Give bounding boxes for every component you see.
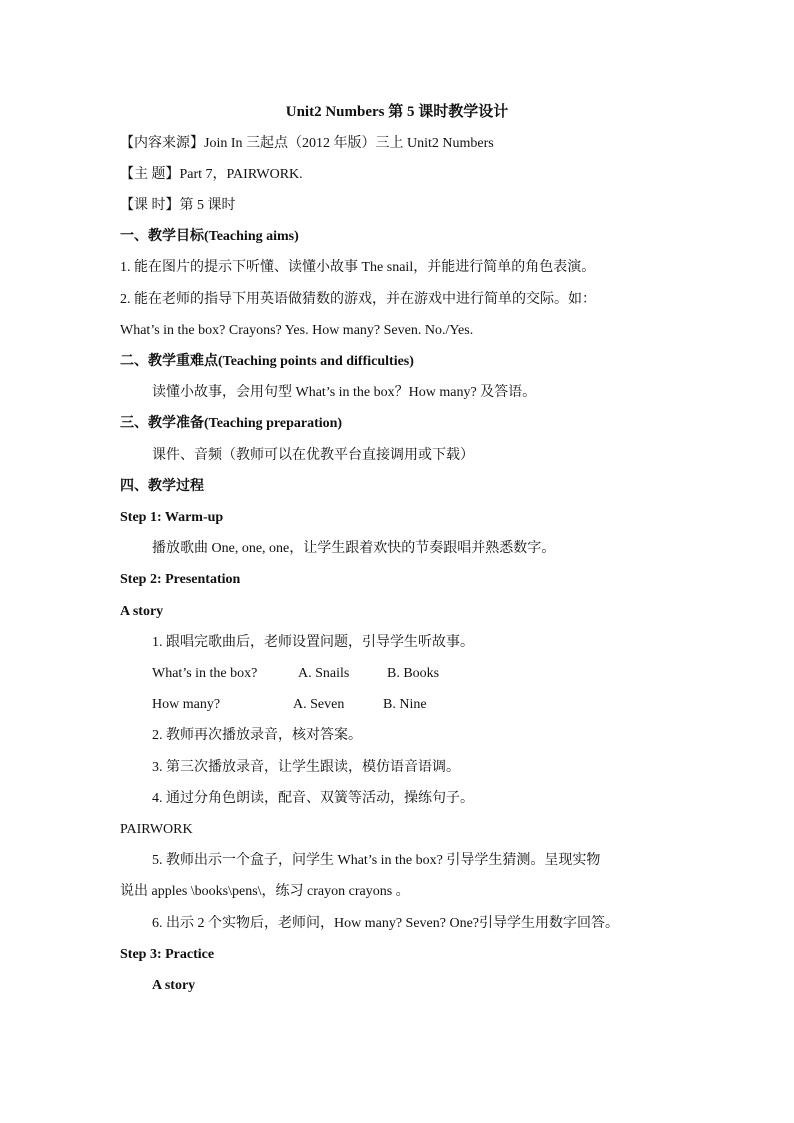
step2-subheading: A story (120, 604, 164, 619)
step2-item-6: 6. 出示 2 个实物后，老师问，How many? Seven? One?引导学生用数字回答。 (152, 916, 620, 931)
question-1-text: What’s in the box? (152, 666, 258, 681)
question-2-option-a: A. Seven (293, 697, 345, 712)
step2-item-2: 2. 教师再次播放录音，核对答案。 (152, 728, 362, 743)
question-1-option-a: A. Snails (298, 666, 350, 681)
meta-period: 【课 时】第 5 课时 (120, 198, 236, 213)
step2-item-5-line-2: 说出 apples \books\pens\，练习 crayon crayons 。 (120, 884, 410, 899)
step1-heading: Step 1: Warm-up (120, 510, 224, 525)
question-1-option-b: B. Books (387, 666, 440, 681)
aims-line-1: 1. 能在图片的提示下听懂、读懂小故事 The snail，并能进行简单的角色表演。 (120, 260, 596, 275)
page-title: Unit2 Numbers 第 5 课时教学设计 (285, 104, 509, 120)
step3-heading: Step 3: Practice (120, 947, 215, 962)
aims-line-3: What’s in the box? Crayons? Yes. How many? Seven. No./Yes. (120, 323, 474, 338)
meta-topic: 【主 题】Part 7，PAIRWORK. (120, 167, 303, 182)
step2-item-5-line-1: 5. 教师出示一个盒子，问学生 What’s in the box? 引导学生猜测。呈现实物 (152, 853, 601, 868)
question-2-text: How many? (152, 697, 221, 712)
points-line-1: 读懂小故事，会用句型 What’s in the box？How many? 及答语。 (152, 385, 537, 400)
section-heading-aims: 一、教学目标(Teaching aims) (120, 229, 299, 244)
preparation-line-1: 课件、音频（教师可以在优教平台直接调用或下载） (152, 448, 474, 463)
step2-heading: Step 2: Presentation (120, 572, 241, 587)
aims-line-2: 2. 能在老师的指导下用英语做猜数的游戏，并在游戏中进行简单的交际。如： (120, 292, 596, 307)
step1-line-1: 播放歌曲 One, one, one，让学生跟着欢快的节奏跟唱并熟悉数字。 (152, 541, 556, 556)
section-heading-preparation: 三、教学准备(Teaching preparation) (120, 416, 343, 431)
section-heading-points: 二、教学重难点(Teaching points and difficulties) (120, 354, 414, 369)
question-2-option-b: B. Nine (383, 697, 427, 712)
step3-subheading: A story (152, 978, 196, 993)
step2-item-4: 4. 通过分角色朗读，配音、双簧等活动，操练句子。 (152, 791, 474, 806)
step2-item-3: 3. 第三次播放录音，让学生跟读，模仿语音语调。 (152, 760, 460, 775)
step2-item-1: 1. 跟唱完歌曲后，老师设置问题，引导学生听故事。 (152, 635, 474, 650)
section-heading-process: 四、教学过程 (120, 479, 204, 494)
pairwork-label: PAIRWORK (120, 822, 193, 837)
meta-source: 【内容来源】Join In 三起点（2012 年版）三上 Unit2 Numbers (120, 136, 494, 151)
